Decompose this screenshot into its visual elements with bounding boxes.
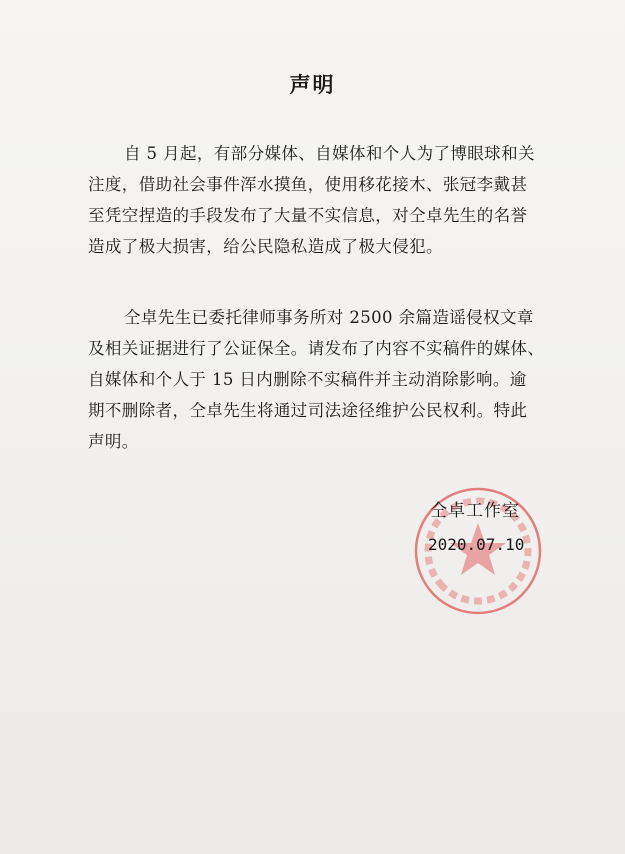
text-line: 自媒体和个人于 15 日内删除不实稿件并主动消除影响。逾 [88, 370, 527, 389]
text-line: 声明。 [88, 432, 139, 451]
signature: 仝卓工作室 [430, 501, 520, 521]
text-line: 及相关证据进行了公证保全。请发布了内容不实稿件的媒体、 [88, 339, 545, 358]
text-line: 至凭空捏造的手段发布了大量不实信息，对仝卓先生的名誉 [88, 206, 528, 225]
text-line: 期不删除者，仝卓先生将通过司法途径维护公民权利。特此 [88, 401, 528, 420]
text-line: 造成了极大损害，给公民隐私造成了极大侵犯。 [88, 237, 443, 256]
text-line: 注度，借助社会事件浑水摸鱼，使用移花接木、张冠李戴甚 [88, 175, 528, 194]
document-title: 声明 [289, 72, 336, 97]
paragraph-2 [88, 302, 568, 457]
paragraph-1 [88, 138, 568, 262]
text-line: 自 5 月起，有部分媒体、自媒体和个人为了博眼球和关 [124, 144, 535, 163]
text-line: 仝卓先生已委托律师事务所对 2500 余篇造谣侵权文章 [124, 308, 534, 327]
date: 2020.07.10 [428, 535, 525, 554]
